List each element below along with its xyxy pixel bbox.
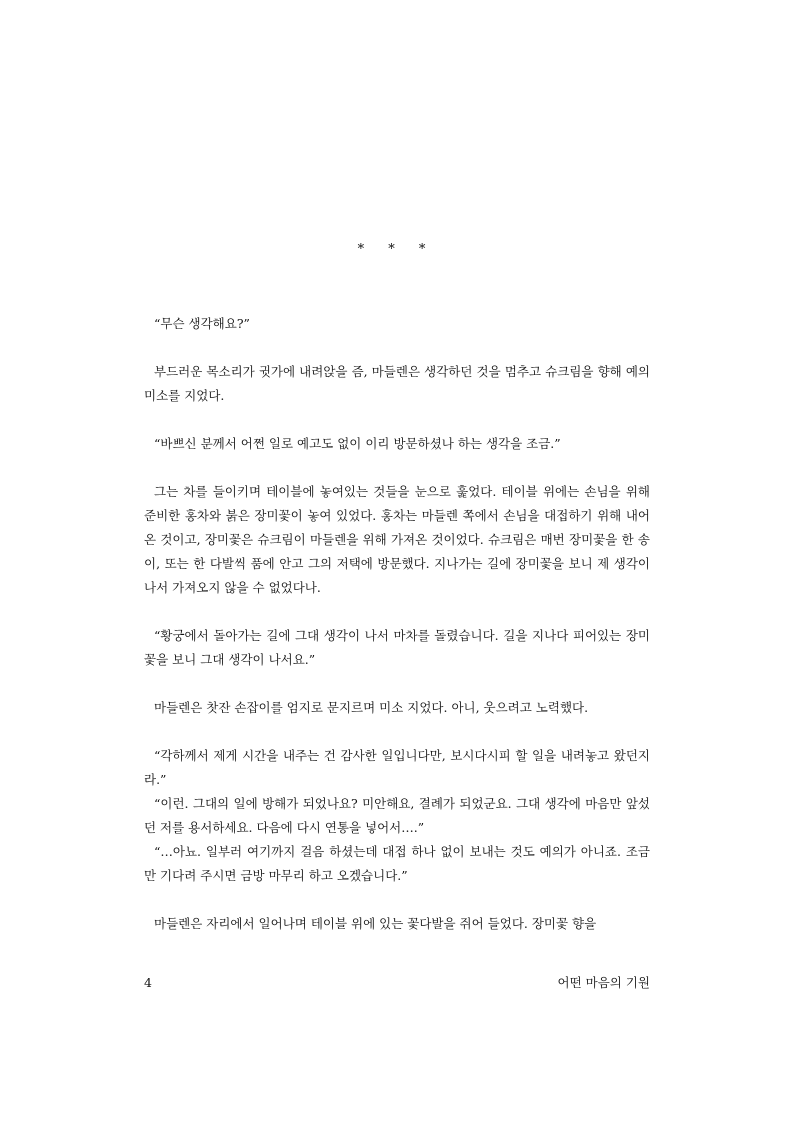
paragraph: 마들렌은 자리에서 일어나며 테이블 위에 있는 꽃다발을 쥐어 들었다. 장미꽃 향을 [154,916,597,931]
section-divider: * * * [357,242,436,257]
paragraph: 마들렌은 찻잔 손잡이를 엄지로 문지르며 미소 지었다. 아니, 웃으려고 노력했다. [154,700,589,715]
paragraph: 부드러운 목소리가 귓가에 내려앉을 즘, 마들렌은 생각하던 것을 멈추고 슈크림을 향해 예의 미소를 지었다. [144,364,650,403]
paragraph: 그는 차를 들이키며 테이블에 놓여있는 것들을 눈으로 훑었다. 테이블 위에는 손님을 위해 준비한 홍차와 붉은 장미꽃이 놓여 있었다. 홍차는 마들렌 쪽에서 손님을 대접하기 위해 내어온 것이고, 장미꽃은 슈크림이 마들렌을 위해 가져온 것이었다. 슈크림은 매번 장미꽃을 한 송이, 또는 한 다발씩 품에 안고 그의 저택에 방문했다. 지나가는 길에 장미꽃을 보니 제 생각이 나서 가져오지 않을 수 없었다나. [144,484,650,595]
paragraph-dialogue: “…아뇨. 일부러 여기까지 걸음 하셨는데 대접 하나 없이 보내는 것도 예의가 아니죠. 조금만 기다려 주시면 금방 마무리 하고 오겠습니다.” [144,844,650,883]
paragraph-dialogue: “각하께서 제게 시간을 내주는 건 감사한 일입니다만, 보시다시피 할 일을 내려놓고 왔던지라.” [144,748,650,787]
body-text [144,312,650,936]
page-number: 4 [144,975,152,990]
paragraph-dialogue: “바쁘신 분께서 어쩐 일로 예고도 없이 이리 방문하셨나 하는 생각을 조금.” [154,436,561,451]
paragraph-dialogue: “무슨 생각해요?” [154,316,250,331]
running-title: 어떤 마음의 기원 [557,975,650,990]
paragraph-dialogue: “황궁에서 돌아가는 길에 그대 생각이 나서 마차를 돌렸습니다. 길을 지나다 피어있는 장미꽃을 보니 그대 생각이 나서요.” [144,628,650,667]
paragraph-dialogue: “이런. 그대의 일에 방해가 되었나요? 미안해요, 결례가 되었군요. 그대 생각에 마음만 앞섰던 저를 용서하세요. 다음에 다시 연통을 넣어서….” [144,796,650,835]
